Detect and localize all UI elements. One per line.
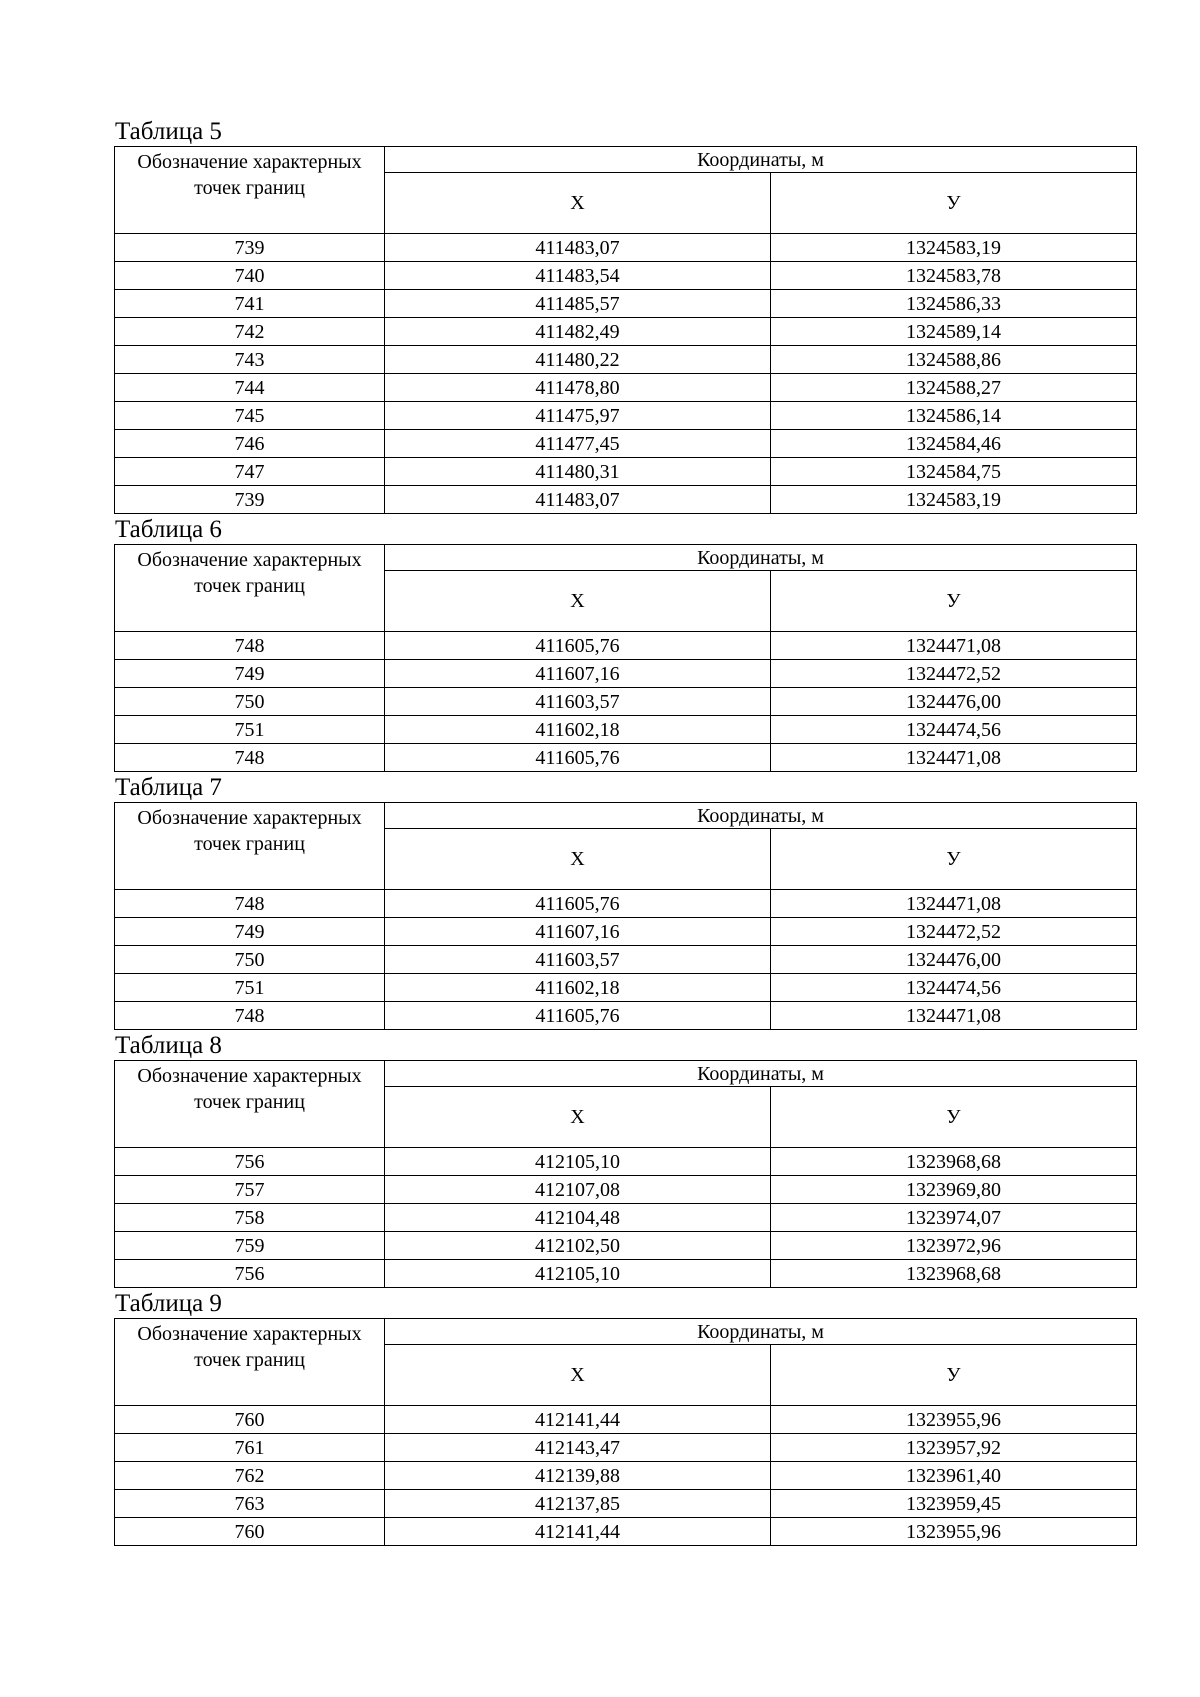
point-cell: 748 xyxy=(115,744,385,772)
point-cell: 757 xyxy=(115,1176,385,1204)
point-cell: 763 xyxy=(115,1490,385,1518)
y-cell: 1323972,96 xyxy=(771,1232,1137,1260)
coordinates-header: Координаты, м xyxy=(385,803,1137,829)
y-cell: 1323968,68 xyxy=(771,1148,1137,1176)
x-cell: 411607,16 xyxy=(385,660,771,688)
table-row xyxy=(115,974,1137,1002)
table-row xyxy=(115,290,1137,318)
point-cell: 745 xyxy=(115,402,385,430)
y-cell: 1324476,00 xyxy=(771,946,1137,974)
table-row xyxy=(115,1260,1137,1288)
table-row xyxy=(115,1204,1137,1232)
point-cell: 749 xyxy=(115,918,385,946)
y-header: У xyxy=(771,173,1137,234)
point-cell: 747 xyxy=(115,458,385,486)
y-cell: 1324472,52 xyxy=(771,660,1137,688)
x-cell: 411480,31 xyxy=(385,458,771,486)
y-cell: 1324586,33 xyxy=(771,290,1137,318)
table-row xyxy=(115,1232,1137,1260)
table-row xyxy=(115,1176,1137,1204)
table-row xyxy=(115,1434,1137,1462)
y-cell: 1323959,45 xyxy=(771,1490,1137,1518)
x-cell: 411605,76 xyxy=(385,744,771,772)
table-row xyxy=(115,458,1137,486)
table-row xyxy=(115,1406,1137,1434)
coordinates-header: Координаты, м xyxy=(385,1061,1137,1087)
table-row xyxy=(115,1148,1137,1176)
table-row xyxy=(115,688,1137,716)
y-cell: 1324471,08 xyxy=(771,744,1137,772)
point-cell: 740 xyxy=(115,262,385,290)
point-cell: 760 xyxy=(115,1406,385,1434)
y-header: У xyxy=(771,829,1137,890)
table-row xyxy=(115,374,1137,402)
y-cell: 1323968,68 xyxy=(771,1260,1137,1288)
document-page xyxy=(114,116,1136,1546)
x-header: X xyxy=(385,1345,771,1406)
y-cell: 1323961,40 xyxy=(771,1462,1137,1490)
y-cell: 1324471,08 xyxy=(771,632,1137,660)
coordinates-header: Координаты, м xyxy=(385,545,1137,571)
coordinates-header: Координаты, м xyxy=(385,147,1137,173)
y-cell: 1323955,96 xyxy=(771,1406,1137,1434)
y-cell: 1324583,19 xyxy=(771,486,1137,514)
table-row xyxy=(115,660,1137,688)
table-row xyxy=(115,346,1137,374)
y-header: У xyxy=(771,1087,1137,1148)
y-cell: 1323957,92 xyxy=(771,1434,1137,1462)
y-cell: 1324583,19 xyxy=(771,234,1137,262)
point-cell: 749 xyxy=(115,660,385,688)
y-cell: 1323969,80 xyxy=(771,1176,1137,1204)
x-cell: 412105,10 xyxy=(385,1260,771,1288)
x-cell: 411477,45 xyxy=(385,430,771,458)
x-cell: 411483,54 xyxy=(385,262,771,290)
x-header: X xyxy=(385,571,771,632)
x-cell: 411602,18 xyxy=(385,974,771,1002)
y-cell: 1324583,78 xyxy=(771,262,1137,290)
table-row xyxy=(115,744,1137,772)
point-name-header: Обозначение характерных точек границ xyxy=(115,545,385,632)
y-cell: 1324588,86 xyxy=(771,346,1137,374)
point-cell: 761 xyxy=(115,1434,385,1462)
x-cell: 411607,16 xyxy=(385,918,771,946)
point-cell: 741 xyxy=(115,290,385,318)
table-block xyxy=(114,772,1136,1030)
x-cell: 412143,47 xyxy=(385,1434,771,1462)
point-cell: 756 xyxy=(115,1148,385,1176)
point-cell: 748 xyxy=(115,1002,385,1030)
point-cell: 759 xyxy=(115,1232,385,1260)
table-title: Таблица 5 xyxy=(115,118,222,145)
y-cell: 1324589,14 xyxy=(771,318,1137,346)
point-cell: 748 xyxy=(115,890,385,918)
table-row xyxy=(115,632,1137,660)
table-row xyxy=(115,402,1137,430)
point-cell: 750 xyxy=(115,688,385,716)
coordinates-table xyxy=(114,1060,1137,1288)
point-cell: 760 xyxy=(115,1518,385,1546)
point-cell: 750 xyxy=(115,946,385,974)
table-title: Таблица 7 xyxy=(115,774,222,801)
point-name-header: Обозначение характерных точек границ xyxy=(115,1319,385,1406)
point-name-header: Обозначение характерных точек границ xyxy=(115,803,385,890)
y-cell: 1324586,14 xyxy=(771,402,1137,430)
x-header: X xyxy=(385,829,771,890)
y-cell: 1324474,56 xyxy=(771,716,1137,744)
point-cell: 739 xyxy=(115,486,385,514)
table-block xyxy=(114,514,1136,772)
point-name-header: Обозначение характерных точек границ xyxy=(115,1061,385,1148)
x-cell: 412139,88 xyxy=(385,1462,771,1490)
point-cell: 744 xyxy=(115,374,385,402)
x-cell: 411483,07 xyxy=(385,234,771,262)
y-cell: 1323974,07 xyxy=(771,1204,1137,1232)
x-cell: 412141,44 xyxy=(385,1518,771,1546)
point-cell: 756 xyxy=(115,1260,385,1288)
x-header: X xyxy=(385,173,771,234)
point-cell: 746 xyxy=(115,430,385,458)
y-cell: 1324588,27 xyxy=(771,374,1137,402)
x-cell: 411480,22 xyxy=(385,346,771,374)
coordinates-table xyxy=(114,802,1137,1030)
x-cell: 412141,44 xyxy=(385,1406,771,1434)
x-cell: 411478,80 xyxy=(385,374,771,402)
x-cell: 412137,85 xyxy=(385,1490,771,1518)
y-cell: 1324584,75 xyxy=(771,458,1137,486)
coordinates-table xyxy=(114,544,1137,772)
x-cell: 411483,07 xyxy=(385,486,771,514)
x-cell: 412104,48 xyxy=(385,1204,771,1232)
table-row xyxy=(115,716,1137,744)
y-cell: 1324471,08 xyxy=(771,1002,1137,1030)
table-row xyxy=(115,1462,1137,1490)
y-cell: 1324476,00 xyxy=(771,688,1137,716)
coordinates-table xyxy=(114,146,1137,514)
table-row xyxy=(115,890,1137,918)
point-cell: 762 xyxy=(115,1462,385,1490)
table-row xyxy=(115,918,1137,946)
x-cell: 411603,57 xyxy=(385,946,771,974)
table-title: Таблица 9 xyxy=(115,1290,222,1317)
table-block xyxy=(114,116,1136,514)
y-cell: 1324472,52 xyxy=(771,918,1137,946)
x-cell: 412107,08 xyxy=(385,1176,771,1204)
x-header: X xyxy=(385,1087,771,1148)
table-row xyxy=(115,318,1137,346)
point-cell: 751 xyxy=(115,974,385,1002)
x-cell: 411605,76 xyxy=(385,890,771,918)
x-cell: 411605,76 xyxy=(385,632,771,660)
x-cell: 411602,18 xyxy=(385,716,771,744)
point-cell: 758 xyxy=(115,1204,385,1232)
table-row xyxy=(115,946,1137,974)
table-title: Таблица 8 xyxy=(115,1032,222,1059)
table-title: Таблица 6 xyxy=(115,516,222,543)
table-row xyxy=(115,262,1137,290)
y-cell: 1323955,96 xyxy=(771,1518,1137,1546)
y-cell: 1324471,08 xyxy=(771,890,1137,918)
y-header: У xyxy=(771,1345,1137,1406)
y-header: У xyxy=(771,571,1137,632)
x-cell: 411475,97 xyxy=(385,402,771,430)
x-cell: 412102,50 xyxy=(385,1232,771,1260)
table-row xyxy=(115,430,1137,458)
table-row xyxy=(115,234,1137,262)
point-cell: 739 xyxy=(115,234,385,262)
y-cell: 1324584,46 xyxy=(771,430,1137,458)
point-cell: 742 xyxy=(115,318,385,346)
table-row xyxy=(115,1518,1137,1546)
x-cell: 411603,57 xyxy=(385,688,771,716)
x-cell: 411482,49 xyxy=(385,318,771,346)
point-cell: 748 xyxy=(115,632,385,660)
table-row xyxy=(115,486,1137,514)
table-block xyxy=(114,1030,1136,1288)
point-name-header: Обозначение характерных точек границ xyxy=(115,147,385,234)
point-cell: 743 xyxy=(115,346,385,374)
table-block xyxy=(114,1288,1136,1546)
x-cell: 411485,57 xyxy=(385,290,771,318)
x-cell: 412105,10 xyxy=(385,1148,771,1176)
coordinates-header: Координаты, м xyxy=(385,1319,1137,1345)
y-cell: 1324474,56 xyxy=(771,974,1137,1002)
table-row xyxy=(115,1490,1137,1518)
coordinates-table xyxy=(114,1318,1137,1546)
x-cell: 411605,76 xyxy=(385,1002,771,1030)
point-cell: 751 xyxy=(115,716,385,744)
table-row xyxy=(115,1002,1137,1030)
